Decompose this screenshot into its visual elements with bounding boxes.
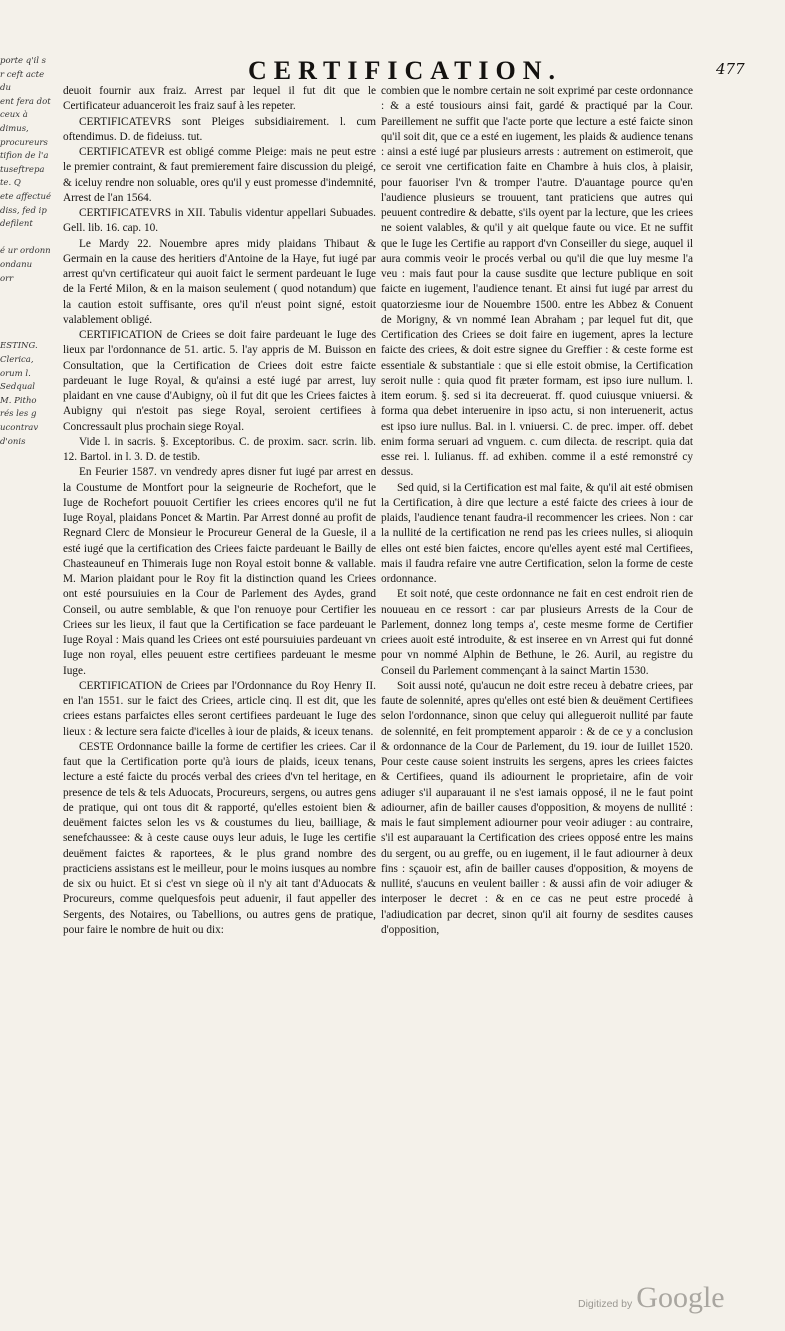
digitized-by-label: Digitized by (578, 1298, 633, 1310)
paragraph: CERTIFICATEVRS sont Pleiges subsidiairement. l. cum oftendimus. D. de fideiuss. tut. (63, 115, 376, 143)
digitization-watermark (578, 1281, 725, 1315)
margin-fragment-line: M. Pitho (0, 395, 37, 406)
margin-fragment-line: Clerica, (0, 355, 34, 366)
left-column (63, 84, 376, 938)
margin-fragment-line (0, 300, 30, 314)
margin-fragment-line: ent fera dot (0, 96, 51, 107)
margin-fragment-line (0, 286, 30, 300)
margin-fragment-line: r ceft acte (0, 69, 45, 80)
paragraph: CERTIFICATEVRS in XII. Tabulis videntur appellari Subuades. Gell. lib. 16. cap. 10. (63, 207, 376, 235)
left-margin-fragment (0, 55, 51, 675)
paragraph: Sed quid, si la Certification est mal faite, & qu'il ait esté obmisen la Certification, à dire que lecture a esté faicte des criees à iour de plaids, l'audience tenant faudra-il recommencer les criees. Non : car la nullité de la certification ne rend pas les criees nulles, si alioquin elles ont esté bien faictes, encore qu'elles ayent esté mal Certifiees, mais il faudra refaire vne autre Certification, selon la forme de ceste ordonnance. (381, 481, 693, 585)
paragraph: Soit aussi noté, qu'aucun ne doit estre receu à debatre criees, par faute de solennité, apres qu'elles ont esté bien & deuëment Certifiees selon l'ordonnance, sinon que celuy qui allegueroit nullité par faute de solennité, en feit promptement apparoir : & de ce y a conclusion & ordonnance de la Cour de Parlement, du 19. iour de Iuillet 1520. Pour ceste cause soient instruits les sergens, apres les criees faictes & Certifiees, quand ils adiournent le proprietaire, afin de voir adiuger s'il auparauant il ne s'est iamais opposé, il ne le faut point adiourner, afin de bailler causes d'opposition, & moyens de nullité : mais le faut simplement adiourner pour veoir adiuger : au contraire, s'il est auparauant la Certification des criees opposé entre les mains du sergent, ou au greffe, ou en iugement, il le faut adiourner à deux fins : sçauoir est, afin de bailler causes d'opposition, & moyens de nullité, s'aucuns en veulent bailler : & aussi afin de voir adiuger & interposer le decret : & en ce cas ne peut estre procedé à l'adiudication par decret, sinon qu'il ait fourny de sesdites causes d'opposition, (381, 679, 693, 936)
margin-fragment-line: tifion de l'a (0, 151, 49, 162)
margin-fragment-line: procureurs (0, 137, 48, 148)
running-title: CERTIFICATION. (248, 56, 563, 85)
paragraph: Et soit noté, que ceste ordonnance ne fait en cest endroit rien de nouueau en ce ressort : car par plusieurs Arrests de la Cour de Parlement, donnez long temps a', ceste mesme forme de Certifier criees auoit esté introduite, & est inseree en vn Arrest qui fut donné pour vn nommé Alphin de Bethune, le 26. Auril, au registre du Conseil du Parlement commençant à la sainct Martin 1530. (381, 588, 693, 677)
margin-fragment-line (0, 313, 30, 327)
margin-fragment-line: d'onis (0, 436, 26, 447)
margin-fragment-line (0, 327, 30, 341)
paragraph: CERTIFICATEVR est obligé comme Pleige: mais ne peut estre le premier contraint, & faut premierement faire discussion du pleigé, & iceluy rendre non soluable, ores qu'il y eust promesse d'indemnité, Arrest de l'an 1564. (63, 146, 376, 204)
margin-fragment-line (0, 232, 30, 246)
margin-fragment-line: Sedqual (0, 382, 35, 393)
margin-fragment-line: te. Q (0, 178, 21, 189)
paragraph: CERTIFICATION de Criees par l'Ordonnance du Roy Henry II. en l'an 1551. sur le faict des Criees, article cinq. Il est dit, que les criees estans parfaictes elles seront certifiees pardeuant le Iuge des lieux : & lecture sera faicte d'icelles à iour de plaids, & iceux tenans. (63, 679, 376, 738)
margin-fragment-line: ondanu (0, 259, 33, 270)
paragraph: combien que le nombre certain ne soit exprimé par ceste ordonnance : & a esté tousiours ainsi fait, gardé & practiqué par la Cour. Pareillement ne suffit que l'acte porte que lecture a esté faicte sinon qu'il soit dit, que ce a esté en iugement, les plaids & audience tenans : ainsi a esté iugé par plusieurs arrests : autrement on estimeroit, que ce seroit vne certification faite en Chambre à huis clos, à plaisir, pour fauoriser l'vn & tromper l'autre. D'auantage pource qu'en l'audience plusieurs se trouuent, tant praticiens que autres qui peuuent contredire & debatte, s'ils oyent par la lecture, que les criees ne soient valables, & qu'il y ait quelque faute ou vice. Et ne suffit que le Iuge les Certifie au rapport d'vn Conseiller du siege, auquel il aura commis veoir le procés verbal ou qu'il die que luy mesme l'a veu : mais faut pour la cause susdite que lecture publique en soit faicte en iugement, l'audience tenant. Et ainsi fut iugé par arrest du quatorziesme iour de Nouembre 1500. entre les Abbez & Conuent de Morigny, & vn nommé Iean Abraham ; par lequel fut dit, que Certification des Criees se doit faire en iugement, apres la lecture faicte des criees, & doit estre signee du Greffier : & ceste forme est essentiale & substantiale : que si elle estoit obmise, la Certification seroit nulle : quia quod fit præter formam, est ipso iure nullum. l. item eorum. §. sed si ita decreuerat. ff. quod cuiusque vniuersi. & forma qua debet interuenire in ipso actu, si non interuenerit, actus est ipso iure nullus. Bal. in l. vniuersi. C. de prec. imper. off. debet enim forma seruari ad vnguem. c. cum dilecta. de rescript. quia dat esse rei. l. Iulianus. ff. ad exhiben. comme il a esté remonstré cy dessus. (381, 85, 693, 479)
margin-fragment-line: porte q'il s (0, 56, 47, 66)
paragraph: En Feurier 1587. vn vendredy apres disner fut iugé par arrest en la Coustume de Montfort pour la seigneurie de Rochefort, que le Iuge de Rochefort pouuoit Certifier les criees encores qu'il ne fut Iuge Royal, plaidans Poncet & Martin. Par Arrest donné au profit de Regnard Clerc de Monsieur le Procureur General de la Guesle, il a esté iugé que la certification des Criees faicte pardeuant le Bailly de Chasteauneuf en Thimerais Iuge non Royal estoit bonne & vallable. M. Marion plaidant pour le Roy fit la distinction quand les Criees ont esté poursuiuies en la Cour de Parlement des Aydes, grand Conseil, ou autre semblable, & que l'on renuoye pour Certifier les Criees sur les lieux, il faut que la Certification se face pardeuant le Iuge Royal : Mais quand les Criees ont esté poursuiuies pardeuant vn Iuge non royal, elles peuuent estre certifiees pardeuant le mesme Iuge. (63, 466, 376, 677)
column-divider (378, 86, 379, 1276)
margin-fragment-line: orum l. (0, 368, 31, 379)
margin-fragment-line: orr (0, 273, 14, 284)
paragraph: deuoit fournir aux fraiz. Arrest par lequel il fut dit que le Certificateur aduanceroit les fraiz sauf à les repeter. (63, 85, 376, 113)
paragraph: CESTE Ordonnance baille la forme de certifier les criees. Car il faut que la Certification porte qu'à iours de plaids, iceux tenans, lecture a esté faicte du procés verbal des criees d'vn tel heritage, en presence de tels & tels Aduocats, Procureurs, sergens, ou autres gens de pratique, qui ont tous dit & rapporté, qu'elles estoient bien & deuëment faictes selon les vs & coustumes du lieu, bailliage, & senefchaussee: & à ceste cause ouys leur aduis, le Iuge les certifie deuëment faictes & raportees, & le plus grand nombre des practiciens assistans est le meilleur, pour le moins iusques au nombre de six ou huict. Et si c'est vn siege où il n'y ait tant d'Aduocats & Procureurs, comme quelquesfois peut aduenir, il faut appeller des Sergents, des Notaires, ou Tabellions, ou autres gens de pratique, pour faire le nombre de huit ou dix: (63, 740, 376, 936)
margin-fragment-line: dimus, (0, 123, 29, 134)
margin-fragment-line: é ur ordonn (0, 246, 51, 257)
margin-fragment-line: tuseftrepa (0, 164, 45, 175)
paragraph: Le Mardy 22. Nouembre apres midy plaidans Thibaut & Germain en la cause des heritiers d'Antoine de la Haye, fut iugé par arrest qu'vn certificateur qui auoit faict le serment pardeuant le Iuge de la Ferté Milon, & en la maison seulement ( quod notandum) que la caution estoit suffisante, ores qu'il n'eust point signé, estoit valablement obligé. (63, 237, 376, 326)
margin-fragment-line (0, 449, 30, 463)
page-number: 477 (716, 60, 745, 78)
margin-fragment-line: defilent (0, 219, 33, 230)
margin-fragment-line: diss, fed ip (0, 205, 47, 216)
paragraph: CERTIFICATION de Criees se doit faire pardeuant le Iuge des lieux par l'ordonnance de 51. artic. 5. l'ay appris de M. Buisson en Consultation, que la Certification de Criees doit estre faicte pardeuant le Iuge Royal, & qu'ainsi a esté iugé par arrest, luy plaidant en vne cause d'Aubigny, où il fut dit que les Criees faictes à Aubigny qui n'estoit pas siege Royal, seroient certifiees à Concressault plus prochain siege Royal. (63, 329, 376, 433)
margin-fragment-line: du (0, 83, 11, 94)
margin-fragment-line: ceux à (0, 110, 28, 121)
google-logo: Google (636, 1281, 725, 1314)
right-column (381, 84, 693, 938)
paragraph: Vide l. in sacris. §. Exceptoribus. C. de proxim. sacr. scrin. lib. 12. Bartol. in l. 3. D. de testib. (63, 435, 376, 463)
margin-fragment-line: ucontrav (0, 423, 39, 434)
margin-fragment-line: rés les g (0, 409, 37, 420)
margin-fragment-line: ESTING. (0, 341, 38, 352)
margin-fragment-line: ete affectué (0, 191, 51, 202)
